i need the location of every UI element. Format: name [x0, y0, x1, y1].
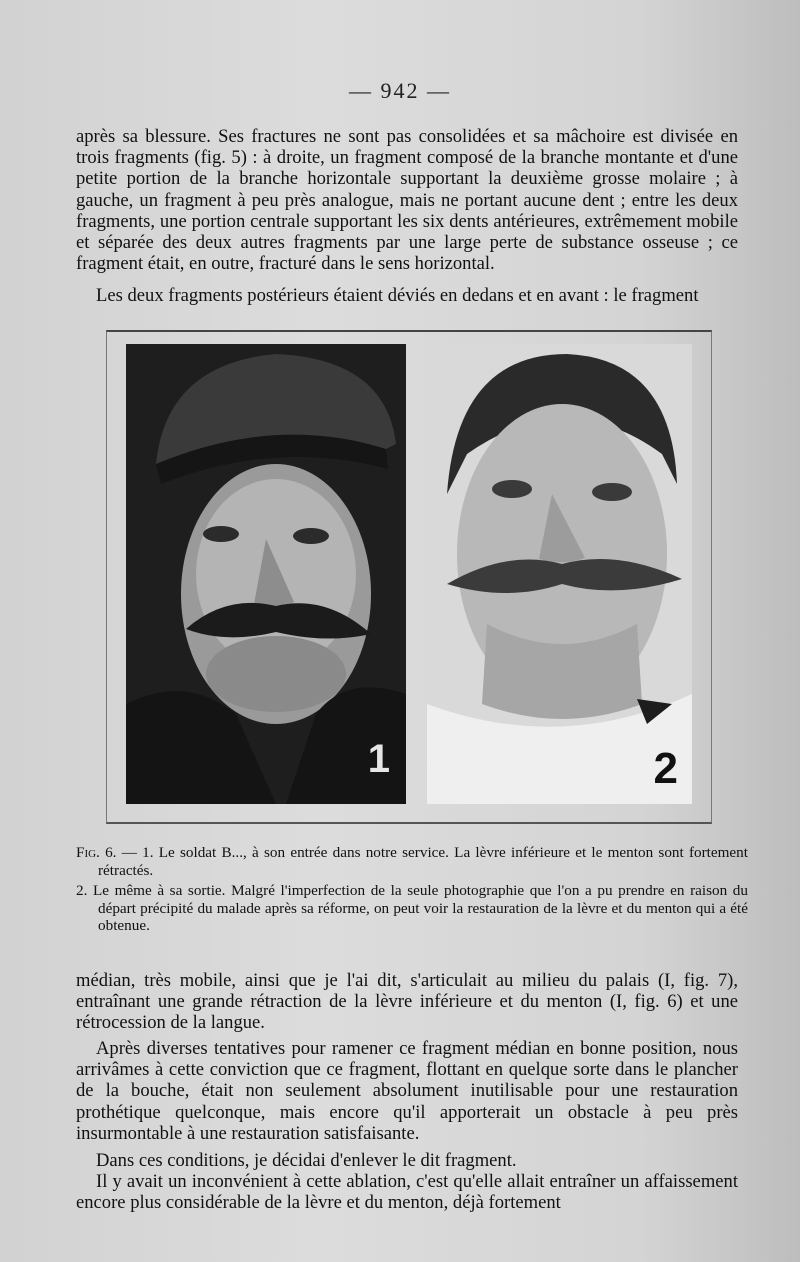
paragraph-3: médian, très mobile, ainsi que je l'ai dit, s'articulait au milieu du palais (I, fig. 7), entraînant une grande rétraction de la lèvre inférieure et du menton (I, fig. 6) et une rétrocession de la langue.: [76, 970, 738, 1034]
paragraph-4: Après diverses tentatives pour ramener ce fragment médian en bonne position, nous arrivâmes à cette conviction que ce fragment, flottant en quelque sorte dans le plancher de la bouche, était non seulement absolument inutilisable pour une restauration prothétique quelconque, mais encore qu'il apporterait un obstacle à peu près insurmontable à une restauration satisfaisante.: [76, 1038, 738, 1144]
photo-after-treatment: [427, 344, 692, 804]
caption-item-1: — 1. Le soldat B..., à son entrée dans notre service. La lèvre inférieure et le menton sont fortement rétractés.: [98, 844, 748, 879]
photo-before-treatment: [126, 344, 406, 804]
figure-caption-2: [76, 882, 748, 935]
portrait-soldier-cap-image: [126, 344, 406, 804]
paragraph-1: après sa blessure. Ses fractures ne sont pas consolidées et sa mâchoire est divisée en trois fragments (fig. 5) : à droite, un fragment composé de la branche montante et d'une petite portion de la branche horizontale supportant la deuxième grosse molaire ; à gauche, un fragment à peu près analogue, mais ne portant aucune dent ; entre les deux fragments, une portion centrale supportant les six dents antérieures, extrêmement mobile et séparée des deux autres fragments par une large perte de substance osseuse ; ce fragment était, en outre, fracturé dans le sens horizontal.: [76, 126, 738, 275]
photo-number-1: 1: [367, 737, 390, 781]
photo-number-2: 2: [653, 744, 678, 793]
paragraph-6: Il y avait un inconvénient à cette ablation, c'est qu'elle allait entraîner un affaissement encore plus considérable de la lèvre et du menton, déjà fortement: [76, 1171, 738, 1214]
paragraph-5: Dans ces conditions, je décidai d'enlever le dit fragment.: [96, 1150, 517, 1171]
figure-caption-1: [76, 844, 748, 879]
caption-item-2: 2. Le même à sa sortie. Malgré l'imperfection de la seule photographie que l'on a pu prendre en raison du départ précipité du malade après sa réforme, on peut voir la restauration de la lèvre et du menton qui a été obtenue.: [76, 882, 748, 934]
portrait-soldier-after-image: [427, 344, 692, 804]
paragraph-2: Les deux fragments postérieurs étaient déviés en dedans et en avant : le fragment: [96, 285, 699, 306]
figure-label: Fig. 6.: [76, 844, 117, 861]
page-number: — 942 —: [349, 78, 451, 103]
